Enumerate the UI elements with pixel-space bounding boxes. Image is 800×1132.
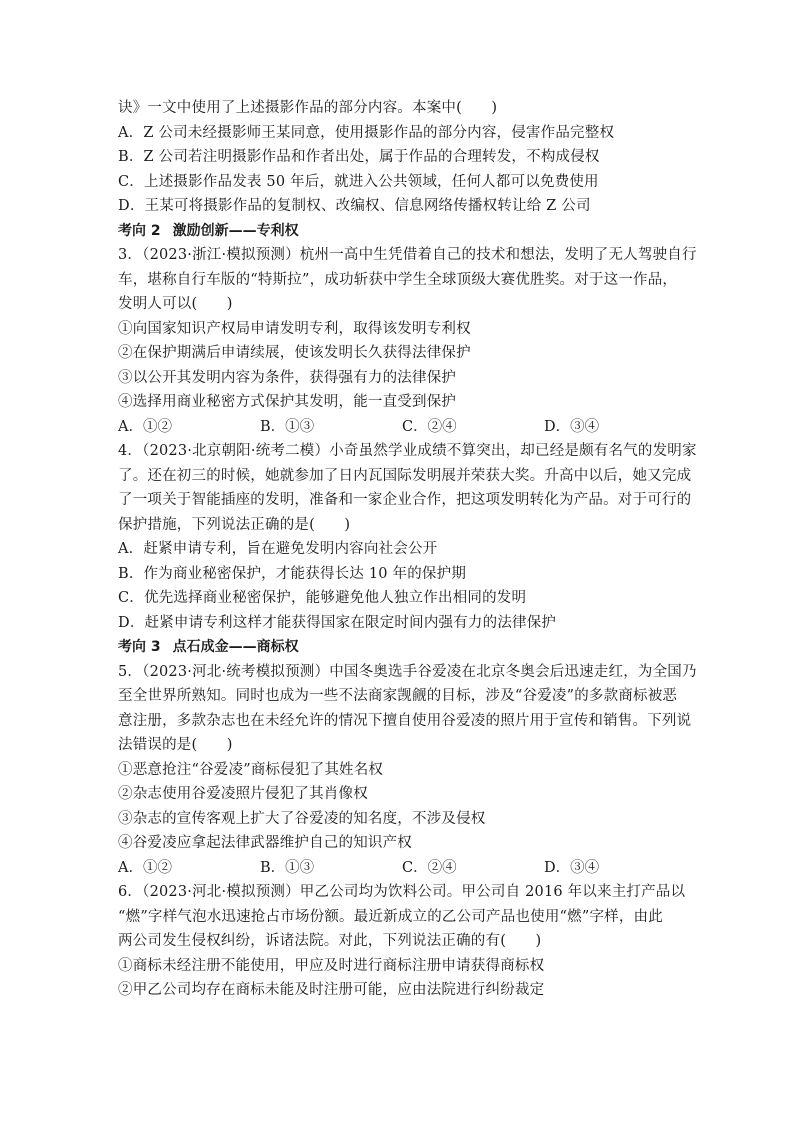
q4-option-b: B．作为商业秘密保护，才能获得长达 10 年的保护期 xyxy=(118,565,467,582)
q6-stem-line-1: 6．（2023·河北·模拟预测）甲乙公司均为饮料公司。甲公司自 2016 年以来主打产品以 xyxy=(118,884,686,900)
q2-option-b: B．Z 公司若注明摄影作品和作者出处，属于作品的合理转发，不构成侵权 xyxy=(118,149,600,165)
q2-stem-end: 诀》一文中使用了上述摄影作品的部分内容。本案中( ) xyxy=(118,100,498,116)
section-3-label: 考向 3 xyxy=(118,639,161,655)
q5-statement-4: ④谷爱凌应拿起法律武器维护自己的知识产权 xyxy=(118,835,412,851)
q6-statement-1: ①商标未经注册不能使用，甲应及时进行商标注册申请获得商标权 xyxy=(118,957,545,974)
q5-stem-line-4 xyxy=(118,733,688,758)
q3-statement-4: ④选择用商业秘密方式保护其发明，能一直受到保护 xyxy=(118,394,457,410)
section-2-label: 考向 2 xyxy=(118,222,161,239)
q5-choice-d: D．③④ xyxy=(544,859,600,876)
q3-stem-line-2: 车，堪称自行车版的“特斯拉”，成功斩获中学生全球顶级大赛优胜奖。对于这一作品， xyxy=(118,271,678,288)
section-2-title: 激励创新——专利权 xyxy=(172,222,299,239)
q5-choice-c: C．②④ xyxy=(402,859,457,876)
q6-stem-line-3: 两公司发生侵权纠纷，诉诸法院。对此，下列说法正确的有( ) xyxy=(118,933,542,949)
q3-stem-line-3: 发明人可以( ) xyxy=(118,296,233,312)
q5-last-post: 的是( ) xyxy=(162,737,233,753)
q2-option-d: D．王某可将摄影作品的复制权、改编权、信息网络传播权转让给 Z 公司 xyxy=(118,198,591,214)
q5-emphasis-char-1: 错 xyxy=(132,737,148,753)
q5-statement-2: ②杂志使用谷爱凌照片侵犯了其肖像权 xyxy=(118,786,368,802)
q6-stem-line-2: “燃”字样气泡水迅速抢占市场份额。最近新成立的乙公司产品也使用“燃”字样，由此 xyxy=(118,908,663,925)
q4-stem-line-3: 了一项关于智能插座的发明，准备和一家企业合作，把这项发明转化为产品。对于可行的 xyxy=(118,492,692,508)
q6-statement-2: ②甲乙公司均存在商标未能及时注册可能，应由法院进行纠纷裁定 xyxy=(118,982,545,998)
q4-option-d: D．赶紧申请专利这样才能获得国家在限定时间内强有力的法律保护 xyxy=(118,614,557,631)
q3-choice-b: B．①③ xyxy=(260,418,315,435)
q5-stem-line-3: 意注册，多款杂志也在未经允许的情况下擅自使用谷爱凌的照片用于宣传和销售。下列说 xyxy=(118,712,692,729)
q4-option-c: C．优先选择商业秘密保护，能够避免他人独立作出相同的发明 xyxy=(118,590,527,606)
q3-choices xyxy=(118,415,688,440)
q5-choices xyxy=(118,856,688,881)
q3-statement-3: ③以公开其发明内容为条件，获得强有力的法律保护 xyxy=(118,369,457,386)
q3-choice-a: A．①② xyxy=(118,418,172,435)
q5-statement-1: ①恶意抢注“谷爱凌”商标侵犯了其姓名权 xyxy=(118,761,384,778)
q3-choice-d: D．③④ xyxy=(544,418,600,435)
q4-stem-line-1: 4．（2023·北京朝阳·统考二模）小奇虽然学业成绩不算突出，却已经是颇有名气的发明家 xyxy=(118,443,697,459)
q3-stem-line-1: 3．（2023·浙江·模拟预测）杭州一高中生凭借着自己的技术和想法，发明了无人驾驶自行 xyxy=(118,247,697,263)
section-heading-3 xyxy=(118,635,688,660)
q2-option-c: C．上述摄影作品发表 50 年后，就进入公共领域，任何人都可以免费使用 xyxy=(118,173,599,190)
section-3-title: 点石成金——商标权 xyxy=(172,639,299,655)
q4-stem-line-2: 了。还在初三的时候，她就参加了日内瓦国际发明展并荣获大奖。升高中以后，她又完成 xyxy=(118,467,692,484)
section-heading-2 xyxy=(118,219,688,244)
q5-choice-a: A．①② xyxy=(118,859,172,876)
q3-statement-1: ①向国家知识产权局申请发明专利，取得该发明专利权 xyxy=(118,320,471,337)
q5-stem-line-1: 5．（2023·河北·统考模拟预测）中国冬奥选手谷爱凌在北京冬奥会后迅速走红，为全国乃 xyxy=(118,663,697,680)
q5-statement-3: ③杂志的宣传客观上扩大了谷爱凌的知名度，不涉及侵权 xyxy=(118,810,486,827)
q5-stem-line-2: 至全世界所熟知。同时也成为一些不法商家觊觎的目标，涉及“谷爱凌”的多款商标被恶 xyxy=(118,688,678,704)
q3-statement-2: ②在保护期满后申请续展，使该发明长久获得法律保护 xyxy=(118,345,471,361)
document-page xyxy=(118,96,697,1003)
q4-option-a: A．赶紧申请专利，旨在避免发明内容向社会公开 xyxy=(118,541,438,557)
q5-last-pre: 法 xyxy=(118,737,133,753)
q3-choice-c: C．②④ xyxy=(402,418,457,435)
q5-emphasis-char-2: 误 xyxy=(147,737,163,753)
q2-option-a: A．Z 公司未经摄影师王某同意，使用摄影作品的部分内容，侵害作品完整权 xyxy=(118,124,615,141)
q5-choice-b: B．①③ xyxy=(260,859,315,876)
q4-stem-line-4: 保护措施，下列说法正确的是( ) xyxy=(118,516,351,533)
